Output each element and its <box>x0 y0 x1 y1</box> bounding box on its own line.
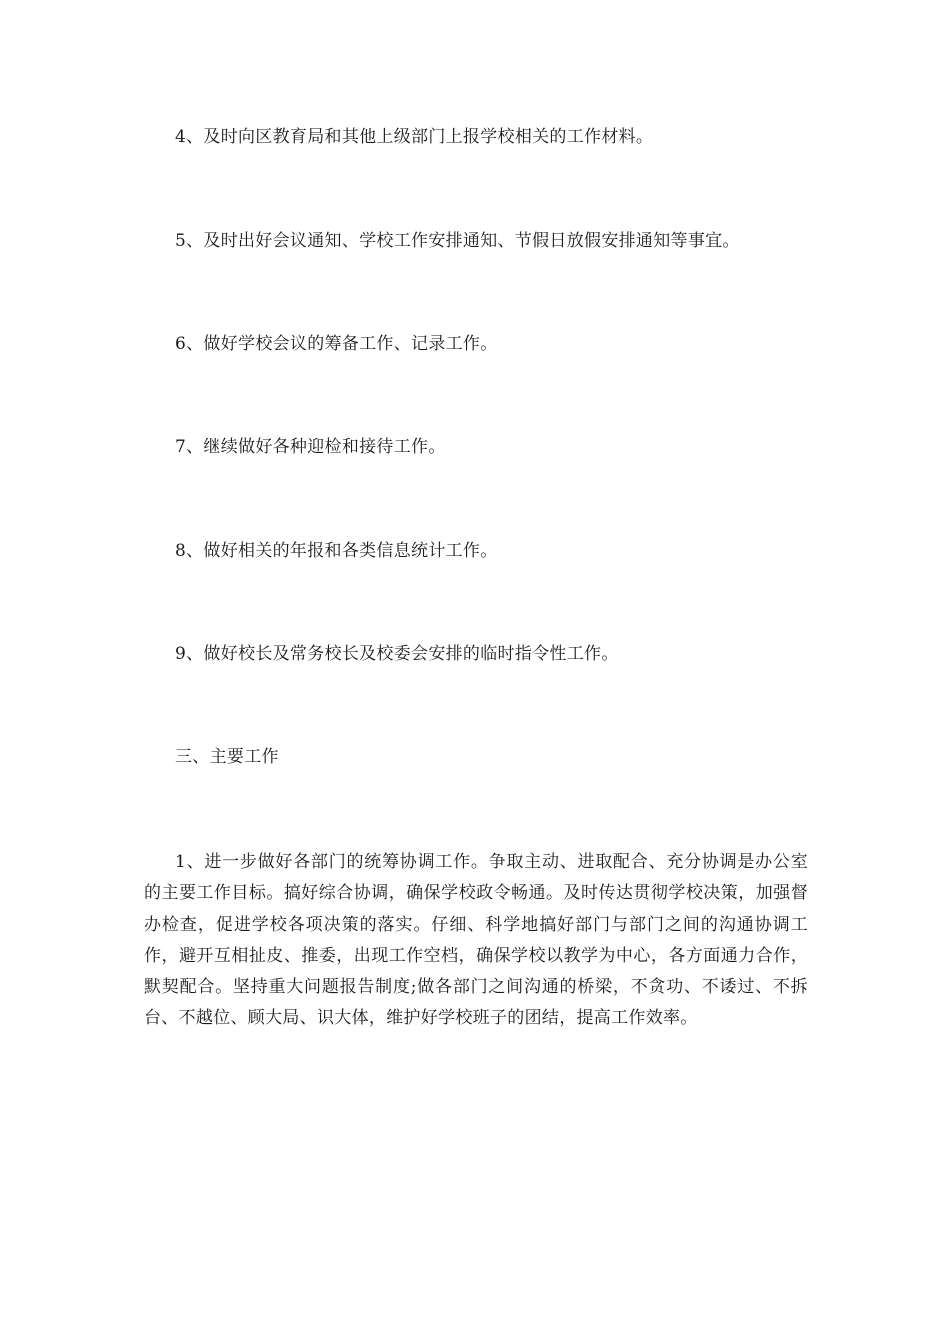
list-item-8: 8、做好相关的年报和各类信息统计工作。 <box>175 541 498 561</box>
list-item-5: 5、及时出好会议通知、学校工作安排通知、节假日放假安排通知等事宜。 <box>175 231 740 251</box>
section-heading: 三、主要工作 <box>175 747 279 767</box>
list-item-9: 9、做好校长及常务校长及校委会安排的临时指令性工作。 <box>175 644 619 664</box>
body-paragraph: 1、进一步做好各部门的统筹协调工作。争取主动、进取配合、充分协调是办公室的主要工作目标。搞好综合协调，确保学校政令畅通。及时传达贯彻学校决策，加强督办检查，促进学校各项决策的落实。仔细、科学地搞好部门与部门之间的沟通协调工作，避开互相扯皮、推委，出现工作空档，确保学校以教学为中心，各方面通力合作，默契配合。坚持重大问题报告制度;做各部门之间沟通的桥梁，不贪功、不诿过、不拆台、不越位、顾大局、识大体，维护好学校班子的团结，提高工作效率。 <box>144 852 808 1029</box>
list-item-4: 4、及时向区教育局和其他上级部门上报学校相关的工作材料。 <box>175 127 654 147</box>
list-item-7: 7、继续做好各种迎检和接待工作。 <box>175 437 446 457</box>
list-item-6: 6、做好学校会议的筹备工作、记录工作。 <box>175 334 498 354</box>
